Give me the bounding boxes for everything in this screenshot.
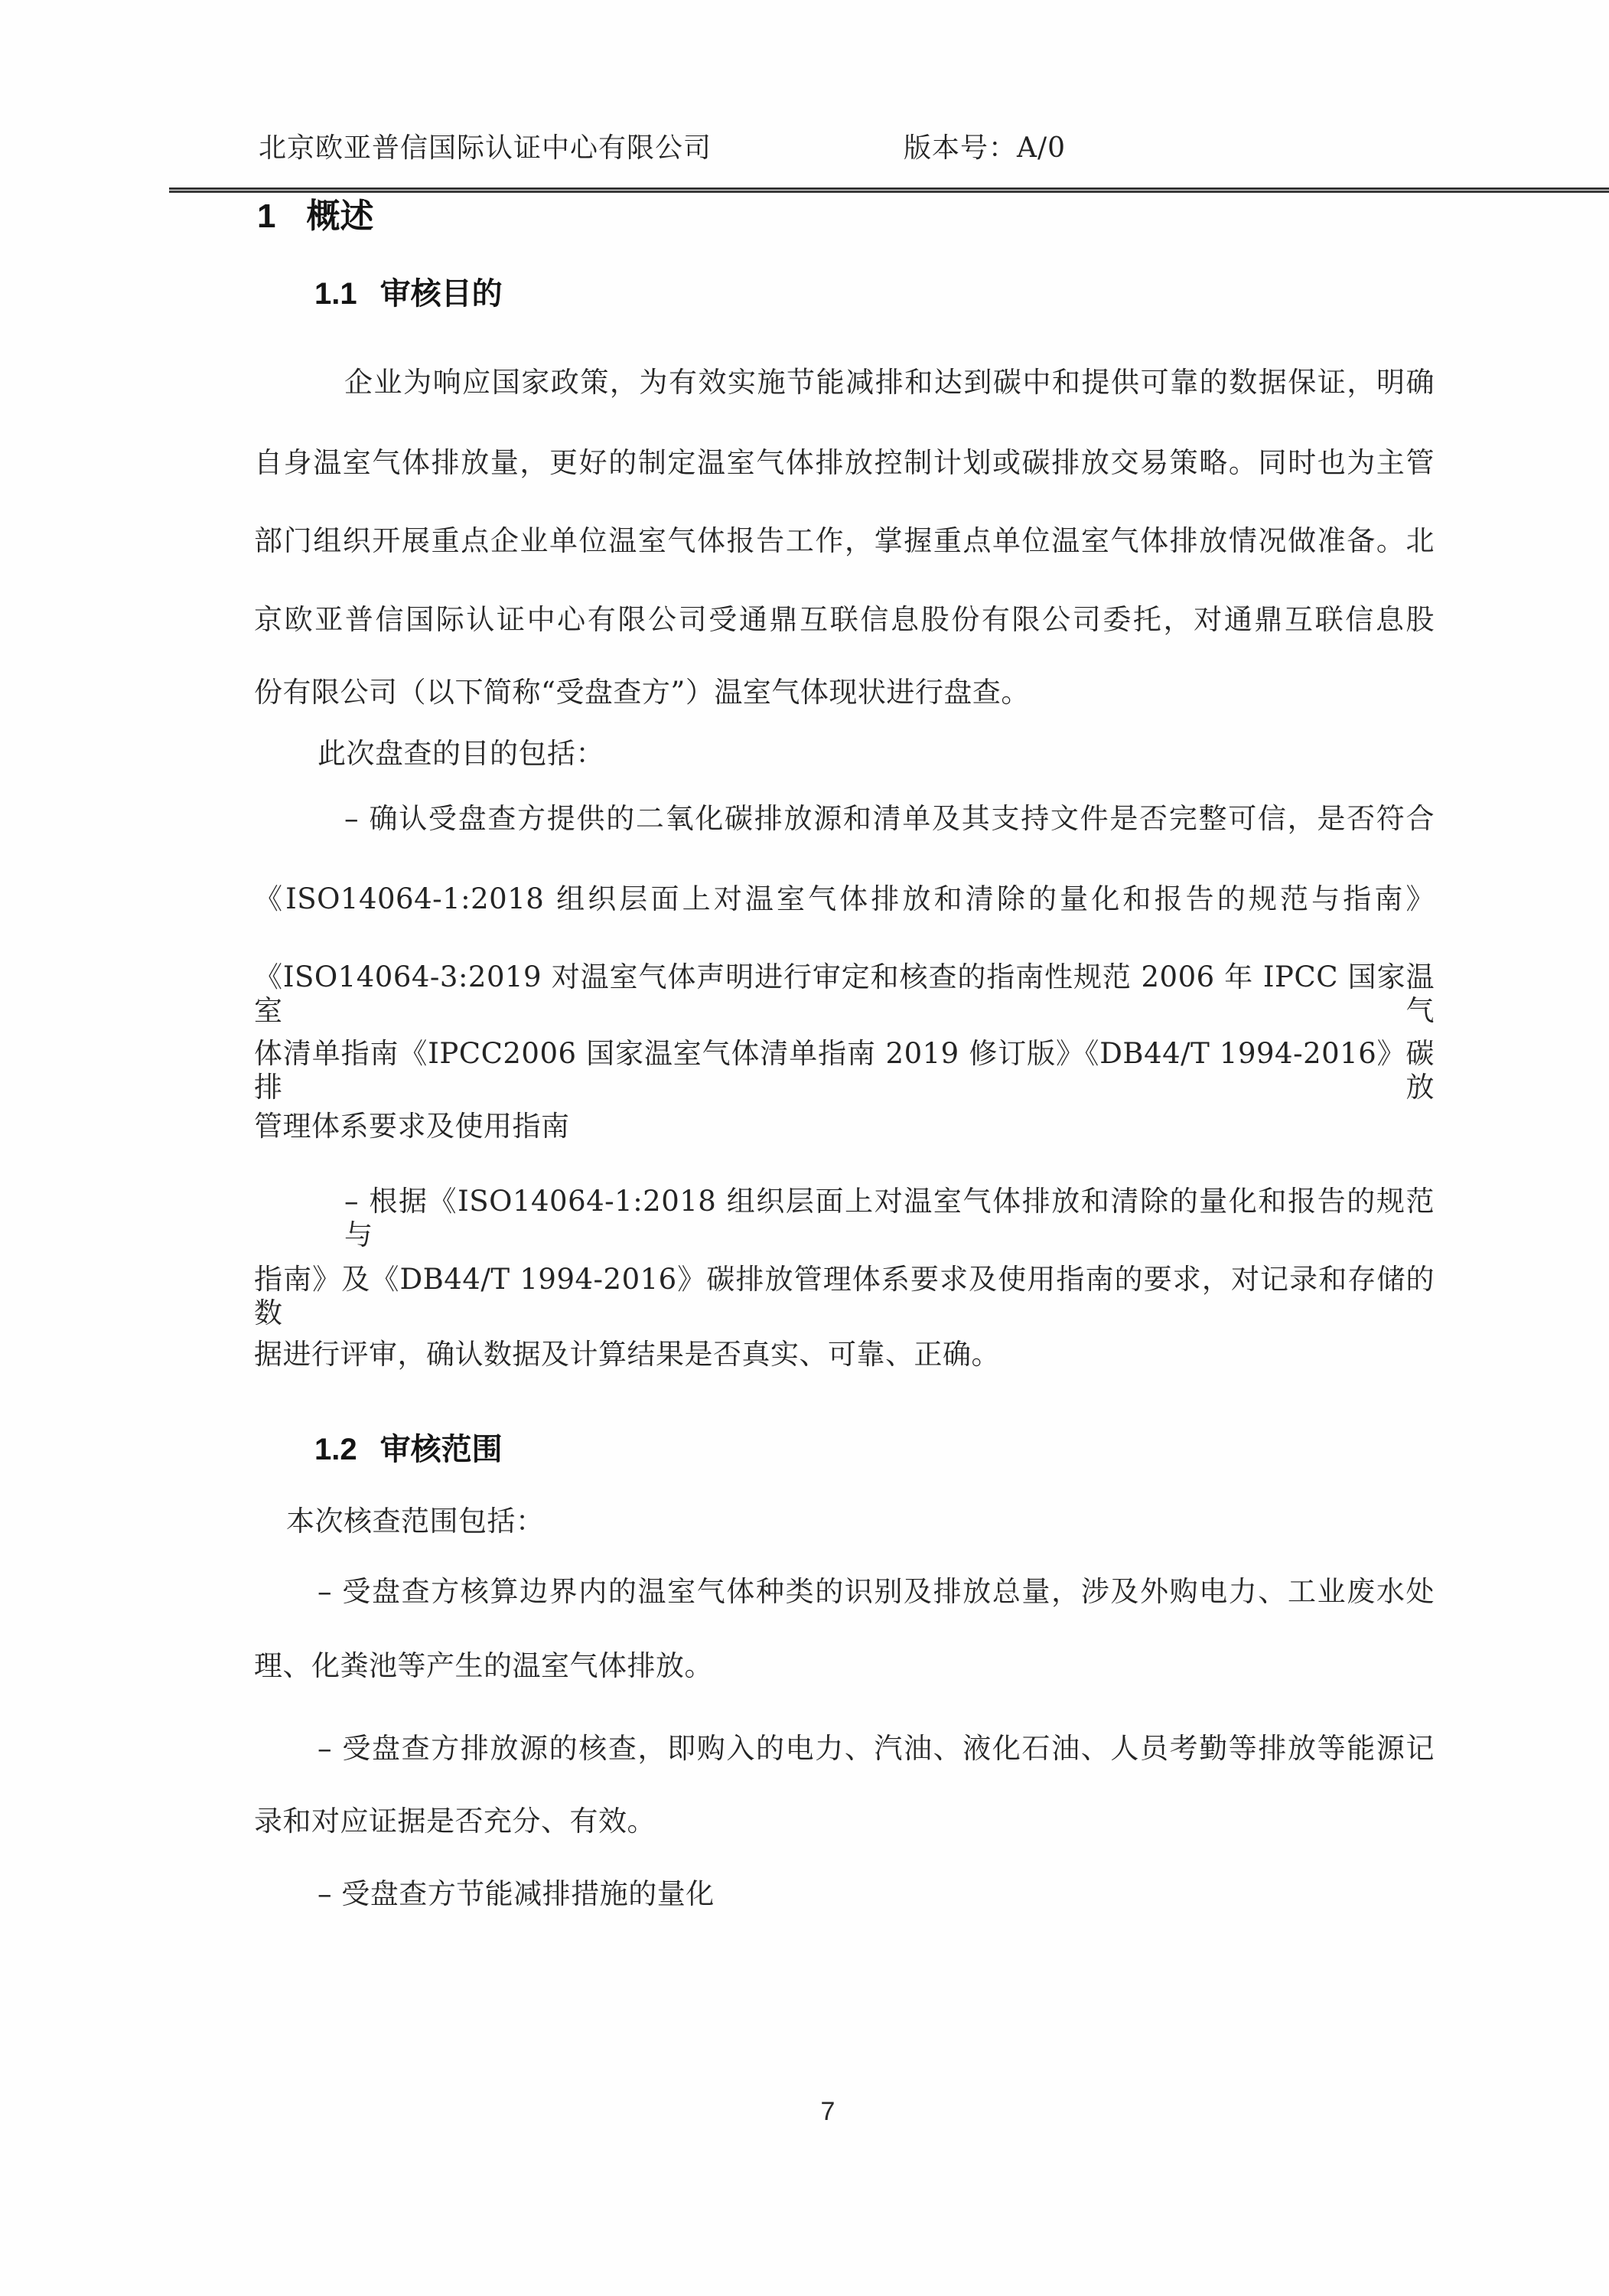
bullet-line: – 确认受盘查方提供的二氧化碳排放源和清单及其支持文件是否完整可信，是否符合	[344, 802, 1435, 835]
bullet-line: 录和对应证据是否充分、有效。	[254, 1805, 656, 1838]
section-1-2-title: 审核范围	[379, 1433, 503, 1466]
section-1-1-number: 1.1	[314, 277, 357, 311]
bullet-line: – 受盘查方节能减排措施的量化	[318, 1877, 715, 1910]
paragraph-line: 本次核查范围包括：	[286, 1505, 545, 1538]
bullet-line: 指南》及《DB44/T 1994-2016》碳排放管理体系要求及使用指南的要求，对记录和存储的数	[254, 1263, 1435, 1329]
bullet-line: – 根据《ISO14064-1:2018 组织层面上对温室气体排放和清除的量化和报告的规范与	[344, 1185, 1435, 1251]
paragraph-line: 此次盘查的目的包括：	[318, 737, 604, 770]
bullet-line: 《ISO14064-3:2019 对温室气体声明进行审定和核查的指南性规范 2006 年 IPCC 国家温室气	[254, 960, 1435, 1027]
section-1-heading	[257, 197, 373, 236]
section-1-1-heading	[314, 276, 503, 311]
header-divider	[169, 188, 1609, 193]
bullet-line: 理、化粪池等产生的温室气体排放。	[254, 1649, 713, 1682]
paragraph-line: 京欧亚普信国际认证中心有限公司受通鼎互联信息股份有限公司委托，对通鼎互联信息股	[254, 603, 1435, 636]
section-1-title: 概述	[306, 197, 374, 235]
paragraph-line: 份有限公司（以下简称“受盘查方”）温室气体现状进行盘查。	[254, 676, 1030, 709]
paragraph-line: 自身温室气体排放量，更好的制定温室气体排放控制计划或碳排放交易策略。同时也为主管	[254, 446, 1435, 479]
paragraph-line: 部门组织开展重点企业单位温室气体报告工作，掌握重点单位温室气体排放情况做准备。北	[254, 524, 1435, 557]
section-1-2-number: 1.2	[314, 1433, 357, 1466]
page-number: 7	[820, 2097, 835, 2126]
header-company-name: 北京欧亚普信国际认证中心有限公司	[259, 132, 712, 164]
section-1-2-heading	[314, 1432, 503, 1467]
bullet-line: 管理体系要求及使用指南	[254, 1110, 570, 1143]
section-1-number: 1	[257, 197, 276, 235]
bullet-line: 《ISO14064-1:2018 组织层面上对温室气体排放和清除的量化和报告的规范与指南》	[254, 882, 1435, 915]
bullet-line: 据进行评审，确认数据及计算结果是否真实、可靠、正确。	[254, 1338, 1000, 1371]
paragraph-line: 企业为响应国家政策，为有效实施节能减排和达到碳中和提供可靠的数据保证，明确	[344, 366, 1435, 399]
bullet-line: 体清单指南《IPCC2006 国家温室气体清单指南 2019 修订版》《DB44/T 1994-2016》碳排放	[254, 1037, 1435, 1104]
section-1-1-title: 审核目的	[379, 277, 503, 311]
bullet-line: – 受盘查方核算边界内的温室气体种类的识别及排放总量，涉及外购电力、工业废水处	[318, 1575, 1435, 1608]
header-version-label: 版本号：A/0	[904, 132, 1067, 164]
bullet-line: – 受盘查方排放源的核查，即购入的电力、汽油、液化石油、人员考勤等排放等能源记	[318, 1732, 1435, 1765]
